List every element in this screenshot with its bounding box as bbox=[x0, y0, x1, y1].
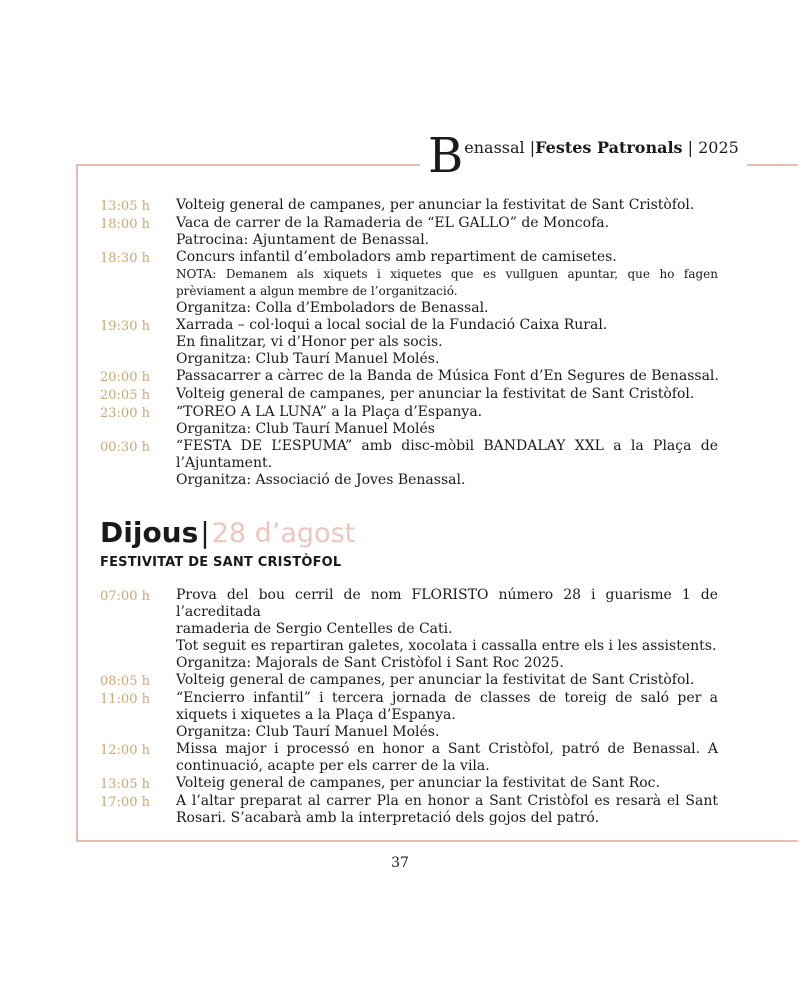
entry-time: 08:05 h bbox=[100, 674, 150, 689]
entry-line: Volteig general de campanes, per anunciar la festivitat de Sant Cristòfol. bbox=[176, 197, 695, 213]
entry-line: “FESTA DE L’ESPUMA” amb disc-mòbil BANDALAY XXL a la Plaça de bbox=[176, 438, 718, 454]
header-year: 2025 bbox=[698, 138, 739, 157]
entry-line: Volteig general de campanes, per anunciar la festivitat de Sant Roc. bbox=[176, 775, 660, 791]
entry-description bbox=[176, 386, 718, 404]
header-festes: Festes Patronals bbox=[535, 138, 683, 157]
entry-line: NOTA: Demanem als xiquets i xiquetes que es vullguen apuntar, que ho fagen bbox=[176, 267, 718, 281]
schedule-top bbox=[100, 197, 718, 489]
day-heading bbox=[100, 516, 355, 549]
entry-time: 13:05 h bbox=[100, 199, 150, 214]
entry-line: “Encierro infantil” i tercera jornada de classes de toreig de saló per a bbox=[176, 690, 718, 706]
entry-time: 12:00 h bbox=[100, 743, 150, 758]
day-subtitle: FESTIVITAT DE SANT CRISTÒFOL bbox=[100, 555, 342, 570]
entry-line: Organitza: Associació de Joves Benassal. bbox=[176, 472, 466, 488]
entry-line: Prova del bou cerril de nom FLORISTO número 28 i guarisme 1 de l’acreditada bbox=[176, 587, 718, 620]
entry-time: 00:30 h bbox=[100, 440, 150, 455]
entry-line: Passacarrer a càrrec de la Banda de Música Font d’En Segures de Benassal. bbox=[176, 368, 719, 384]
day-name: Dijous bbox=[100, 516, 199, 549]
entry-line: ramaderia de Sergio Centelles de Cati. bbox=[176, 621, 453, 637]
page-number: 37 bbox=[391, 855, 409, 871]
entry-description bbox=[176, 587, 718, 672]
entry-line: Vaca de carrer de la Ramaderia de “EL GALLO” de Moncofa. bbox=[176, 215, 610, 231]
header-prefix: enassal | bbox=[464, 138, 536, 157]
entry-description bbox=[176, 741, 718, 775]
schedule-entry bbox=[100, 386, 718, 404]
entry-line: Patrocina: Ajuntament de Benassal. bbox=[176, 232, 430, 248]
day-date: 28 d’agost bbox=[211, 518, 356, 549]
entry-description bbox=[176, 438, 718, 489]
entry-time: 20:05 h bbox=[100, 388, 150, 403]
entry-description bbox=[176, 404, 718, 438]
schedule-entry bbox=[100, 368, 718, 386]
entry-description bbox=[176, 317, 718, 368]
entry-description bbox=[176, 793, 718, 827]
entry-description bbox=[176, 775, 718, 793]
schedule-entry bbox=[100, 249, 718, 317]
schedule-entry bbox=[100, 690, 718, 741]
schedule-entry bbox=[100, 741, 718, 775]
header-title bbox=[464, 138, 739, 158]
schedule-entry bbox=[100, 438, 718, 489]
entry-time: 23:00 h bbox=[100, 406, 150, 421]
entry-line: l’Ajuntament. bbox=[176, 455, 273, 471]
entry-line: Volteig general de campanes, per anunciar la festivitat de Sant Cristòfol. bbox=[176, 672, 695, 688]
entry-line: Organitza: Club Taurí Manuel Molés bbox=[176, 421, 435, 437]
schedule-entry bbox=[100, 404, 718, 438]
schedule-entry bbox=[100, 793, 718, 827]
entry-line: Organitza: Colla d’Emboladors de Benassal. bbox=[176, 300, 489, 316]
entry-time: 20:00 h bbox=[100, 370, 150, 385]
entry-line: xiquets i xiquetes a la Plaça d’Espanya. bbox=[176, 707, 456, 723]
entry-line: En finalitzar, vi d’Honor per als socis. bbox=[176, 334, 443, 350]
entry-line: Organitza: Club Taurí Manuel Molés. bbox=[176, 351, 440, 367]
schedule-entry bbox=[100, 587, 718, 672]
header-separator: | bbox=[682, 138, 699, 157]
entry-line: prèviament a algun membre de l’organització. bbox=[176, 284, 458, 298]
entry-line: Organitza: Club Taurí Manuel Molés. bbox=[176, 724, 440, 740]
entry-time: 18:30 h bbox=[100, 251, 150, 266]
schedule-entry bbox=[100, 775, 718, 793]
entry-time: 11:00 h bbox=[100, 692, 150, 707]
entry-line: Missa major i processó en honor a Sant Cristòfol, patró de Benassal. A bbox=[176, 741, 718, 757]
entry-time: 19:30 h bbox=[100, 319, 150, 334]
entry-description bbox=[176, 368, 719, 386]
entry-line: Concurs infantil d’emboladors amb repartiment de camisetes. bbox=[176, 249, 617, 265]
entry-line: Organitza: Majorals de Sant Cristòfol i Sant Roc 2025. bbox=[176, 655, 564, 671]
entry-line: continuació, acapte per els carrer de la vila. bbox=[176, 758, 490, 774]
entry-line: A l’altar preparat al carrer Pla en honor a Sant Cristòfol es resarà el Sant bbox=[176, 793, 718, 809]
entry-description bbox=[176, 690, 718, 741]
schedule-entry bbox=[100, 317, 718, 368]
schedule-bottom bbox=[100, 587, 718, 827]
entry-description bbox=[176, 197, 718, 215]
entry-description bbox=[176, 215, 718, 249]
entry-time: 07:00 h bbox=[100, 589, 150, 604]
entry-time: 18:00 h bbox=[100, 217, 150, 232]
day-separator: | bbox=[200, 516, 210, 549]
entry-description bbox=[176, 249, 718, 317]
entry-line: Tot seguit es repartiran galetes, xocolata i cassalla entre els i les assistents. bbox=[176, 638, 717, 654]
header-initial: B bbox=[428, 128, 464, 184]
schedule-entry bbox=[100, 197, 718, 215]
schedule-entry bbox=[100, 215, 718, 249]
entry-line: “TOREO A LA LUNA” a la Plaça d’Espanya. bbox=[176, 404, 483, 420]
running-header bbox=[420, 128, 747, 184]
entry-time: 13:05 h bbox=[100, 777, 150, 792]
entry-line: Volteig general de campanes, per anunciar la festivitat de Sant Cristòfol. bbox=[176, 386, 695, 402]
entry-line: Xarrada – col·loqui a local social de la Fundació Caixa Rural. bbox=[176, 317, 608, 333]
entry-time: 17:00 h bbox=[100, 795, 150, 810]
schedule-entry bbox=[100, 672, 718, 690]
entry-line: Rosari. S’acabarà amb la interpretació dels gojos del patró. bbox=[176, 810, 600, 826]
entry-description bbox=[176, 672, 718, 690]
